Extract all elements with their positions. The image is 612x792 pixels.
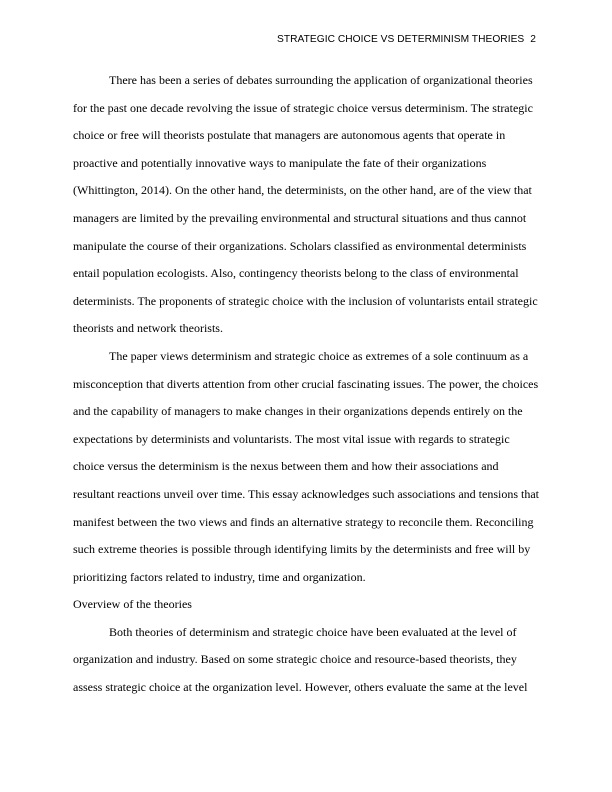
paragraph-1-line: entail population ecologists. Also, contingency theorists belong to the class of environmental [73,266,519,281]
paragraph-1-line: manipulate the course of their organizations. Scholars classified as environmental determinists [73,238,527,253]
paragraph-1-line: theorists and network theorists. [73,321,223,336]
page-number: 2 [530,34,536,45]
paragraph-1-line: proactive and potentially innovative ways to manipulate the fate of their organizations [73,155,487,170]
paragraph-2-line: choice versus the determinism is the nexus between them and how their associations and [73,459,499,474]
paragraph-2-line: resultant reactions unveil over time. This essay acknowledges such associations and tensions that [73,486,540,501]
running-header [277,34,536,45]
paragraph-1-line: (Whittington, 2014). On the other hand, the determinists, on the other hand, are of the view that [73,183,532,198]
paragraph-2-line: manifest between the two views and finds an alternative strategy to reconcile them. Reconciling [73,514,534,529]
paragraph-2-line: such extreme theories is possible through identifying limits by the determinists and free will by [73,542,531,557]
paragraph-2-line: The paper views determinism and strategic choice as extremes of a sole continuum as a [109,348,529,363]
paragraph-1-line: There has been a series of debates surrounding the application of organizational theories [109,73,533,87]
paragraph-2-line: expectations by determinists and voluntarists. The most vital issue with regards to strategic [73,431,510,446]
paragraph-1-line: for the past one decade revolving the issue of strategic choice versus determinism. The strategic [73,100,533,115]
paragraph-3-line: organization and industry. Based on some strategic choice and resource-based theorists, they [73,652,517,667]
document-body [73,67,543,702]
paragraph-3-line: Both theories of determinism and strategic choice have been evaluated at the level of [109,624,517,639]
running-title: STRATEGIC CHOICE VS DETERMINISM THEORIES [277,34,525,45]
paragraph-2-line: misconception that diverts attention from other crucial fascinating issues. The power, the choices [73,376,539,391]
paragraph-1-line: determinists. The proponents of strategic choice with the inclusion of voluntarists entail strategic [73,293,538,308]
paragraph-3-line: assess strategic choice at the organization level. However, others evaluate the same at the level [73,680,528,695]
paragraph-2-line: prioritizing factors related to industry, time and organization. [73,569,366,584]
paragraph-1-line: managers are limited by the prevailing environmental and structural situations and thus cannot [73,210,527,225]
paragraph-1-line: choice or free will theorists postulate that managers are autonomous agents that operate in [73,128,506,143]
paragraph-2-line: and the capability of managers to make changes in their organizations depends entirely on the [73,404,523,419]
section-heading: Overview of the theories [73,597,192,612]
